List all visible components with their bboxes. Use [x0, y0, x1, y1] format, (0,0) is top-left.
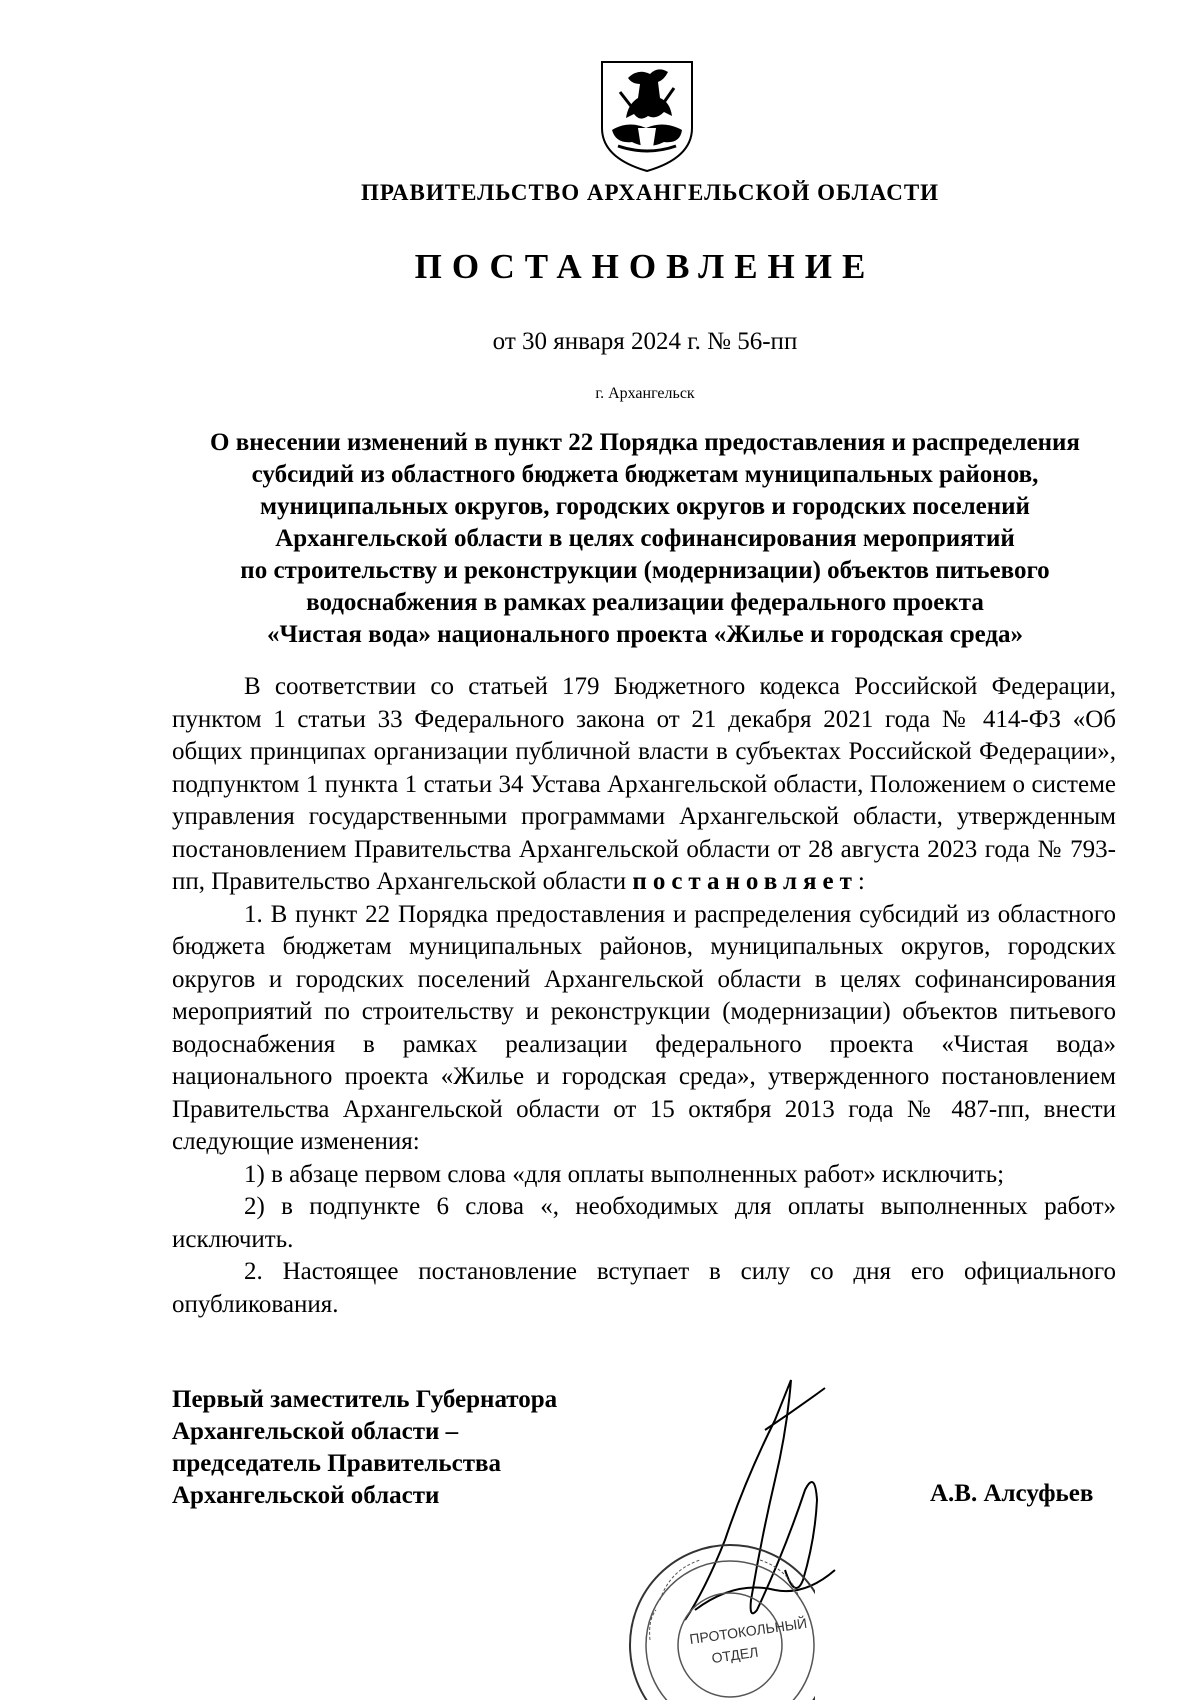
- government-heading: ПРАВИТЕЛЬСТВО АРХАНГЕЛЬСКОЙ ОБЛАСТИ: [360, 180, 940, 205]
- city-line: г. Архангельск: [595, 385, 695, 402]
- position-line: Архангельской области –: [172, 1418, 459, 1445]
- item-1-paragraph: 1. В пункт 22 Порядка предоставления и распределения субсидий из областного бюджета бюджетам муниципальных районов, муниципальных округов, городских округов и городских поселений Архангельской области в целях софинансирования мероприятий по строительству и реконструкции (модернизации) объектов питьевого водоснабжения в рамках реализации федерального проекта «Чистая вода» национального проекта «Жилье и городская среда», утвержденного постановлением Правительства Архангельской области от 15 октября 2013 года № 487-пп, внести следующие изменения:: [172, 900, 1116, 1155]
- document-title: [170, 427, 1120, 651]
- title-line: Архангельской области в целях софинансирования мероприятий: [275, 525, 1015, 552]
- title-line: по строительству и реконструкции (модернизации) объектов питьевого: [240, 557, 1050, 584]
- position-line: Первый заместитель Губернатора: [172, 1386, 558, 1413]
- document-body: [172, 671, 1116, 1321]
- document-type-heading: ПОСТАНОВЛЕНИЕ: [414, 247, 876, 286]
- resolves-word: постановляет: [632, 868, 858, 895]
- item-1-2-paragraph: 2) в подпункте 6 слова «, необходимых для оплаты выполненных работ» исключить.: [172, 1193, 1116, 1253]
- title-line: субсидий из областного бюджета бюджетам муниципальных районов,: [251, 461, 1039, 488]
- item-2-paragraph: 2. Настоящее постановление вступает в силу со дня его официального опубликования.: [172, 1258, 1116, 1318]
- date-number-line: от 30 января 2024 г. № 56-пп: [492, 328, 798, 355]
- signatory-name: А.В. Алсуфьев: [930, 1480, 1094, 1507]
- official-stamp: [620, 1530, 815, 1700]
- title-line: О внесении изменений в пункт 22 Порядка предоставления и распределения: [210, 429, 1080, 456]
- preamble-text: В соответствии со статьей 179 Бюджетного кодекса Российской Федерации, пунктом 1 статьи 33 Федерального закона от 21 декабря 2021 года № 414-ФЗ «Об общих принципах организации публичной власти в субъектах Российской Федерации», подпунктом 1 пункта 1 статьи 34 Устава Архангельской области, Положением о системе управления государственными программами Архангельской области, утвержденным постановлением Правительства Архангельской области от 28 августа 2023 года № 793-пп, Правительство Архангельской области: [172, 673, 1116, 895]
- preamble-paragraph: [172, 671, 1116, 899]
- stamp-text-line1: ПРОТОКОЛЬНЫЙ: [688, 1614, 809, 1648]
- coat-of-arms-emblem: [598, 58, 696, 174]
- title-line: водоснабжения в рамках реализации федерального проекта: [306, 589, 984, 616]
- item-1-1-paragraph: 1) в абзаце первом слова «для оплаты выполненных работ» исключить;: [244, 1160, 1005, 1188]
- title-line: «Чистая вода» национального проекта «Жилье и городская среда»: [266, 621, 1024, 648]
- stamp-text-line2: ОТДЕЛ: [710, 1643, 760, 1667]
- signatory-position: [172, 1384, 557, 1512]
- title-line: муниципальных округов, городских округов и городских поселений: [260, 493, 1030, 520]
- position-line: председатель Правительства: [172, 1450, 502, 1477]
- preamble-end: :: [857, 868, 865, 895]
- position-line: Архангельской области: [172, 1482, 440, 1509]
